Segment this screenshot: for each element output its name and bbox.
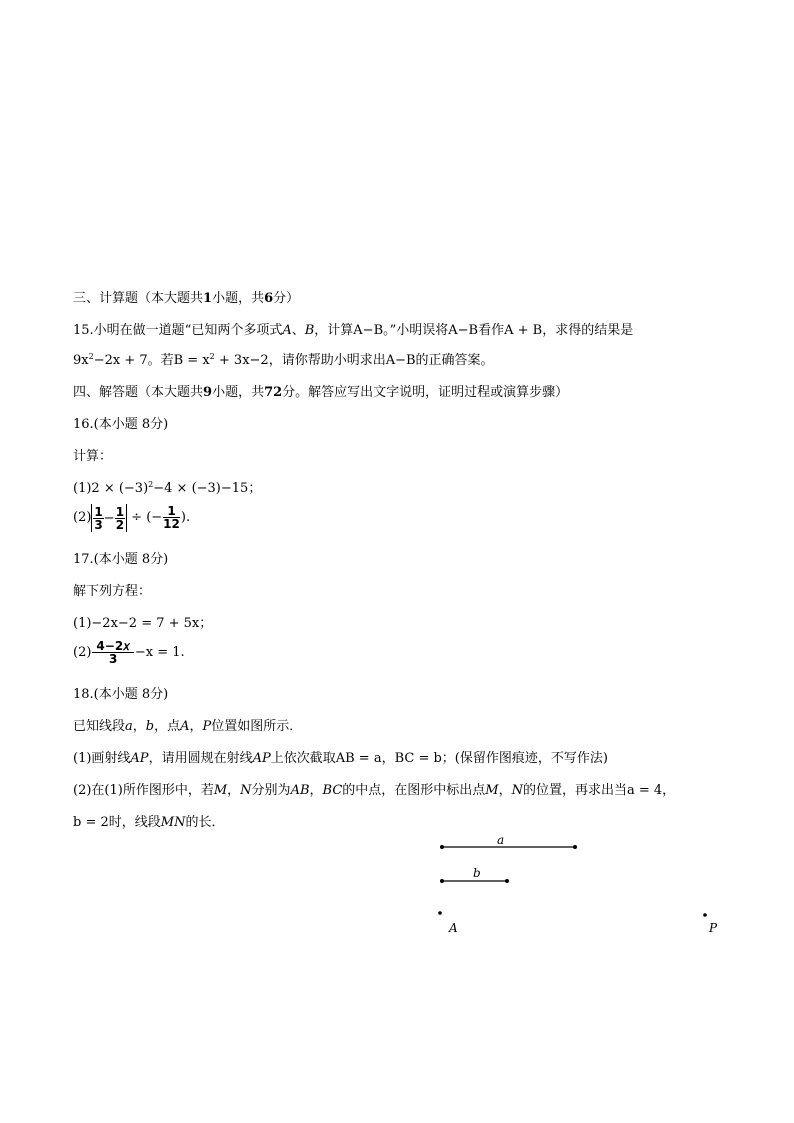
absolute-value: $\frac{1}{3}$ − $\frac{1}{2}$	[91, 504, 127, 532]
question-17-part-1: (1)−2x−2 = 7 + 5x；	[73, 616, 213, 631]
question-18-part-1: (1)画射线AP，请用圆规在射线AP上依次截取AB = a，BC = b；(保留作图痕迹，不写作法)	[73, 751, 608, 766]
point-P-label: P	[709, 921, 718, 935]
point-A	[438, 911, 442, 915]
point-A-label: A	[449, 921, 458, 935]
segment-a-end-point	[573, 845, 577, 849]
question-18-intro: 已知线段a，b，点A，P位置如图所示．	[73, 719, 303, 734]
question-18-title: 18.(本小题 8分)	[73, 687, 169, 702]
segment-a-start-point	[440, 845, 444, 849]
question-15-line-2: $9x^2-2x + 7$。若$B = x^2 + 3x-2$，请你帮助小明求出A−B的正确答案。	[73, 352, 494, 368]
fraction-one-third: $\frac{1}{3}$	[94, 505, 103, 532]
question-17-instruction: 解下列方程：	[73, 584, 152, 599]
fraction-one-twelfth: $\frac{1}{12}$	[163, 504, 180, 531]
question-16-title: 16.(本小题 8分)	[73, 417, 169, 432]
question-15-line-1: 15.小明在做一道题“已知两个多项式A、B，计算A−B。”小明误将A−B看作A + B，求得的结果是	[73, 323, 634, 338]
geometry-figure	[420, 830, 740, 950]
question-17-title: 17.(本小题 8分)	[73, 552, 169, 567]
fraction-one-half: $\frac{1}{2}$	[115, 505, 125, 532]
segment-b-start-point	[440, 879, 444, 883]
section-4-heading: 四、解答题（本大题共9小题，共72分。解答应写出文字说明，证明过程或演算步骤）	[73, 385, 569, 400]
question-18-part-2: (2)在(1)所作图形中，若M，N分别为AB，BC的中点，在图形中标出点M，N的位置，再求出当a = 4，	[73, 783, 676, 798]
segment-b-label: b	[473, 866, 481, 880]
fraction-4-minus-2x-over-3: $\frac{\text{4−2𝑥}}{3}$	[92, 640, 133, 665]
segment-a-label: a	[497, 833, 505, 847]
section-3-heading: 三、计算题（本大题共1小题，共6分）	[73, 291, 300, 306]
question-16-part-1: $(1)2 \times (-3)^2-4 \times (-3)-15$；	[73, 480, 262, 496]
question-16-part-2: (2) $\frac{1}{3}$ − $\frac{1}{2}$ ÷ (− $\frac{1}{12}$ ).	[73, 504, 191, 532]
point-P	[703, 913, 707, 917]
segment-b-end-point	[505, 879, 509, 883]
question-16-instruction: 计算：	[73, 449, 113, 464]
question-17-part-2: (2) $\frac{\text{4−2𝑥}}{3}$ −x = 1.	[73, 639, 185, 666]
question-18-part-2-cont: b = 2时，线段MN的长．	[73, 815, 225, 830]
